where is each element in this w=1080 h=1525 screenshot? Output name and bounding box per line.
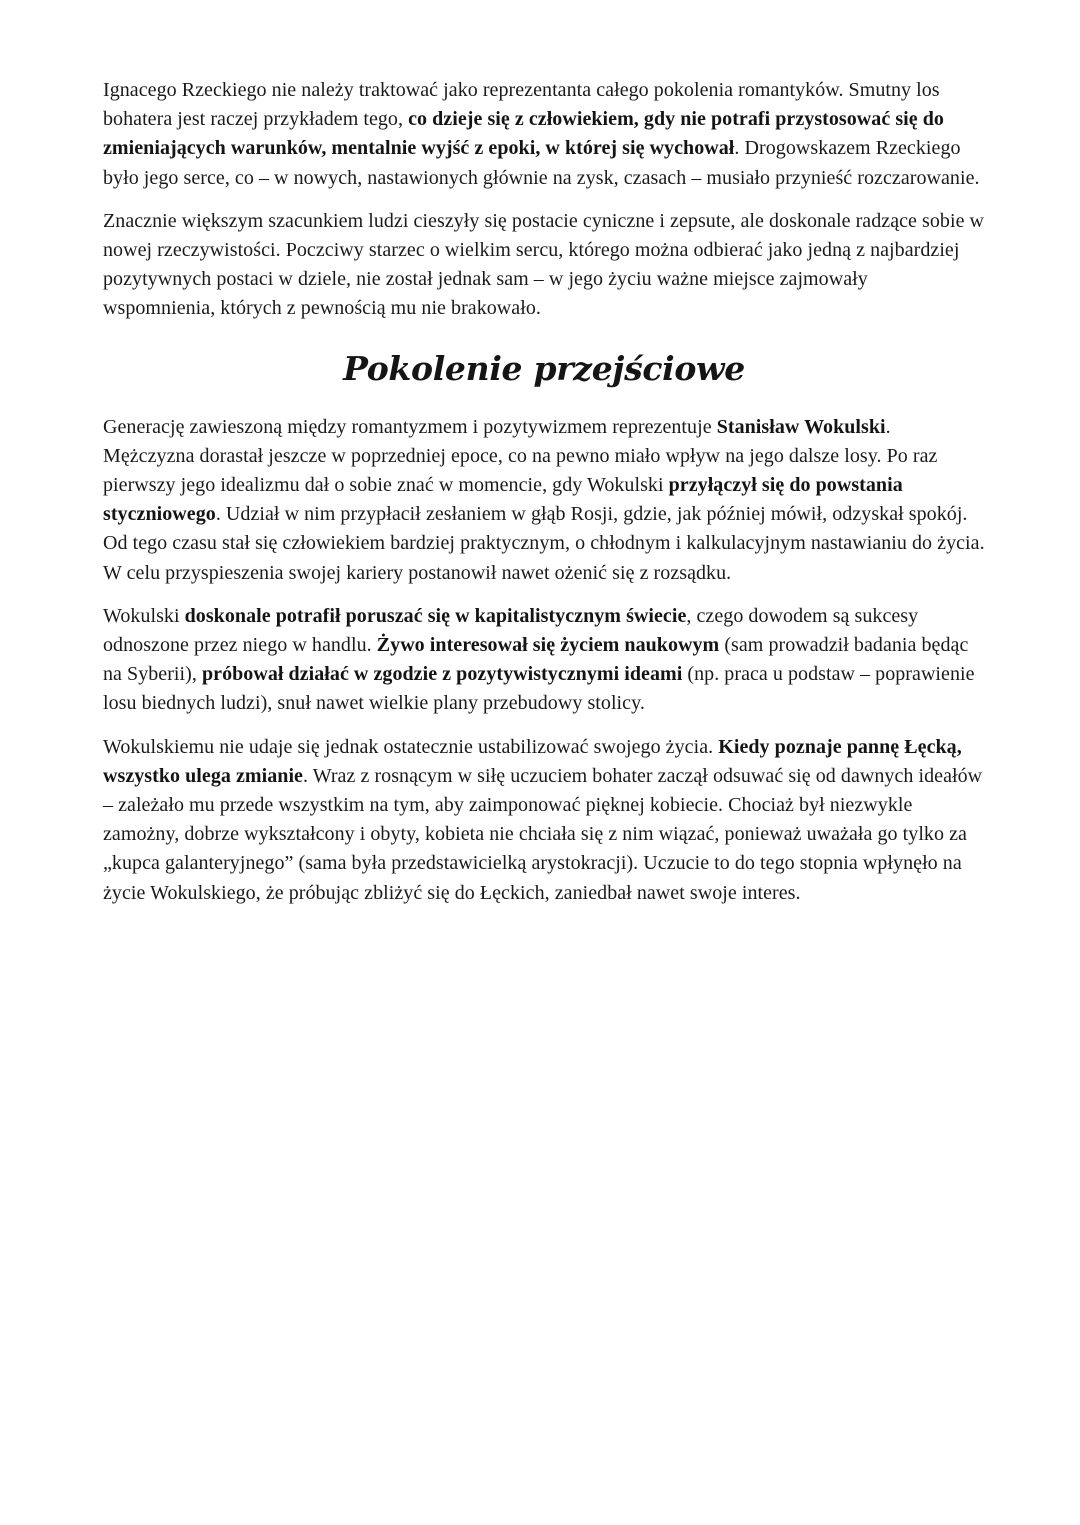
bold-text-run: Żywo interesował się życiem naukowym	[376, 634, 720, 657]
bold-text-run: co dzieje się z człowiekiem, gdy nie potrafi przystosować się do zmieniających warunków, mentalnie wyjść z epoki, w której się wychował	[103, 108, 944, 160]
text-run: Wokulskiemu nie udaje się jednak ostatecznie ustabilizować swojego życia.	[103, 735, 719, 758]
text-run: (np. praca u podstaw – poprawienie losu biednych ludzi), snuł nawet wielkie plany przebudowy stolicy.	[103, 663, 975, 715]
bold-text-run: Kiedy poznaje pannę Łęcką, wszystko ulega zmianie	[103, 735, 962, 787]
paragraph-wokulski-1	[103, 413, 985, 588]
bold-text-run: Stanisław Wokulski	[716, 415, 886, 438]
bold-text-run: próbował działać w zgodzie z pozytywistycznymi ideami	[201, 663, 683, 686]
text-run: Ignacego Rzeckiego nie należy traktować jako reprezentanta całego pokolenia romantyków. Smutny los bohatera jest raczej przykładem tego,	[103, 79, 940, 131]
bold-text-run: doskonale potrafił poruszać się w kapitalistycznym świecie	[184, 604, 687, 627]
text-run: Znacznie większym szacunkiem ludzi cieszyły się postacie cyniczne i zepsute, ale doskonale radzące sobie w nowej rzeczywistości. Poczciwy starzec o wielkim sercu, którego można odbierać jako jedną z najbardziej pozytywnych postaci w dziele, nie został jednak sam – w jego życiu ważne miejsce zajmowały wspomnienia, których z pewnością mu nie brakowało.	[103, 209, 985, 320]
text-run: (sam prowadził badania będąc na Syberii),	[103, 634, 969, 686]
paragraph-wokulski-3	[103, 733, 985, 908]
text-run: . Drogowskazem Rzeckiego było jego serce, co – w nowych, nastawionych głównie na zysk, czasach – musiało przynieść rozczarowanie.	[103, 137, 980, 189]
text-run: . Mężczyzna dorastał jeszcze w poprzedniej epoce, co na pewno miało wpływ na jego dalsze losy. Po raz pierwszy jego idealizmu dał o sobie znać w momencie, gdy Wokulski	[103, 415, 938, 497]
document-page	[103, 76, 985, 922]
bold-text-run: przyłączył się do powstania styczniowego	[103, 474, 903, 526]
text-run: . Wraz z rosnącym w siłę uczuciem bohater zaczął odsuwać się od dawnych ideałów – zależało mu przede wszystkim na tym, aby zaimponować pięknej kobiecie. Chociaż był niezwykle zamożny, dobrze wykształcony i obyty, kobieta nie chciała się z nim wiązać, ponieważ uważała go tylko za „kupca galanteryjnego” (sama była przedstawicielką arystokracji). Uczucie to do tego stopnia wpłynęło na życie Wokulskiego, że próbując zbliżyć się do Łęckich, zaniedbał nawet swoje interes.	[103, 764, 983, 904]
text-run: . Udział w nim przypłacił zesłaniem w głąb Rosji, gdzie, jak później mówił, odzyskał spokój. Od tego czasu stał się człowiekiem bardziej praktycznym, o chłodnym i kalkulacyjnym nastawianiu do życia. W celu przyspieszenia swojej kariery postanowił nawet ożenić się z rozsądku.	[103, 503, 985, 584]
text-run: , czego dowodem są sukcesy odnoszone przez niego w handlu.	[103, 604, 919, 657]
text-run: Generację zawieszoną między romantyzmem i pozytywizmem reprezentuje	[103, 415, 717, 438]
section-title: Pokolenie przejściowe	[343, 348, 745, 388]
text-run: Wokulski	[103, 604, 185, 627]
paragraph-rzecki-2	[103, 207, 985, 324]
paragraph-rzecki-1	[103, 76, 985, 193]
paragraph-wokulski-2	[103, 602, 985, 719]
